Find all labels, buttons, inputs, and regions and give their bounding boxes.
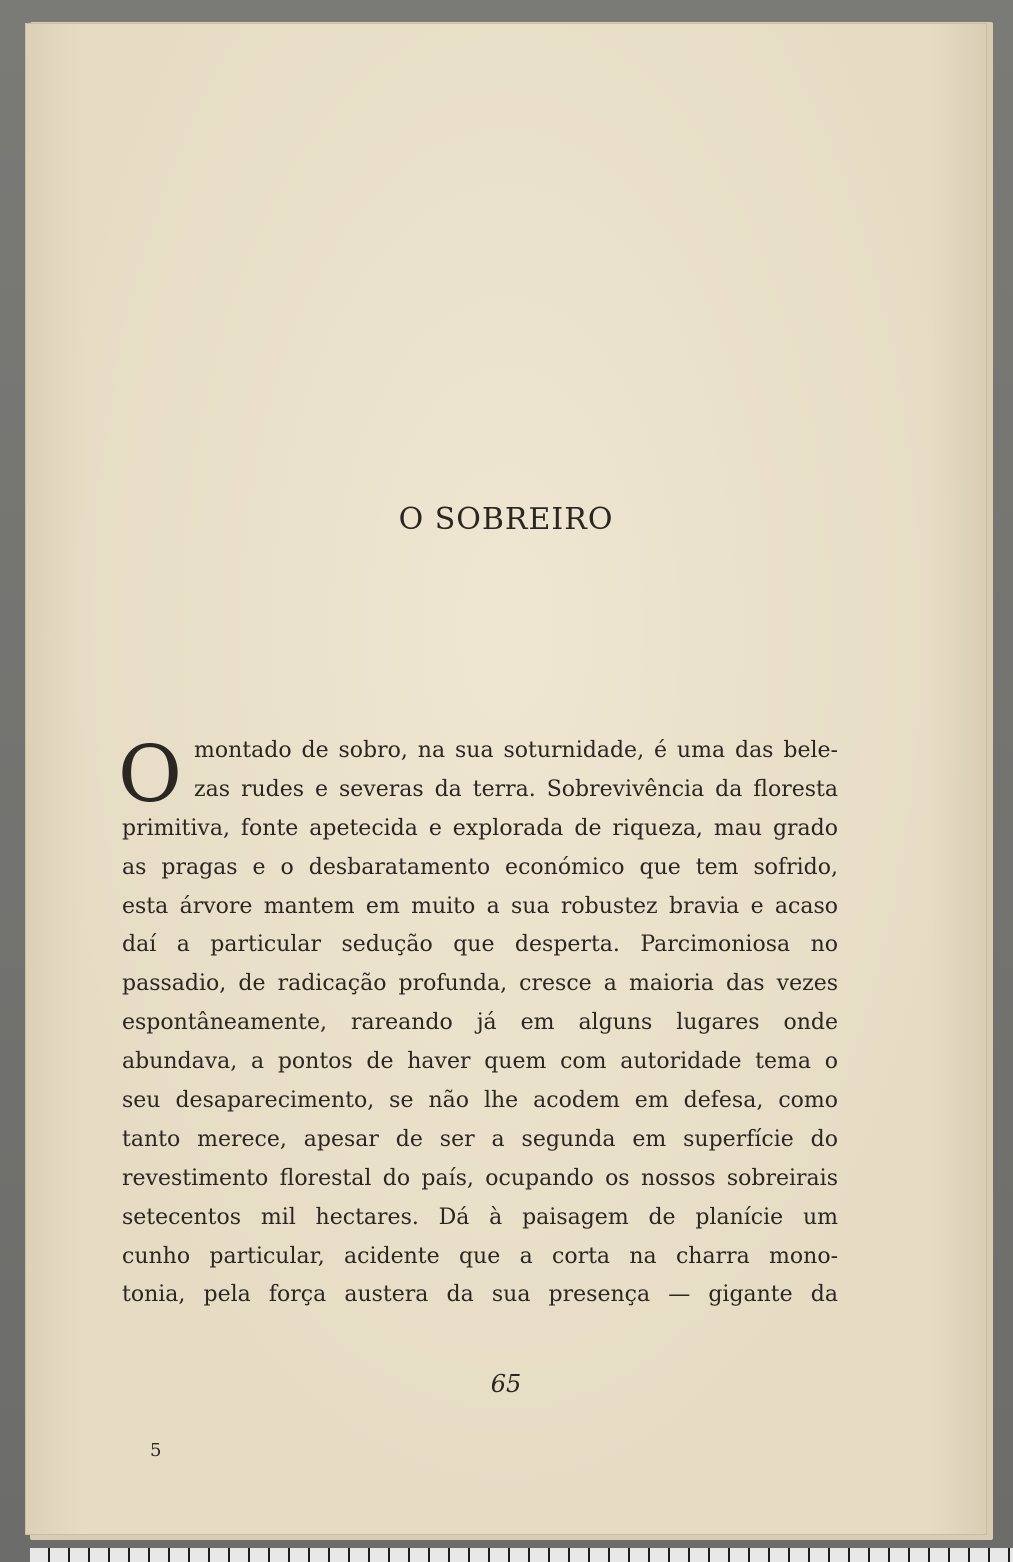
text-line: espontâneamente, rareando já em alguns lugares onde <box>122 1010 838 1036</box>
text-line: daí a particular sedução que desperta. Parcimoniosa no <box>122 932 838 958</box>
text-line: abundava, a pontos de haver quem com autoridade tema o <box>122 1049 838 1075</box>
text-line: esta árvore mantem em muito a sua robustez bravia e acaso <box>122 893 838 919</box>
text-line: revestimento florestal do país, ocupando os nossos sobreirais <box>122 1165 838 1191</box>
scale-ruler <box>30 1548 1013 1562</box>
body-paragraph <box>118 730 838 1315</box>
text-line: cunho particular, acidente que a corta na charra mono- <box>122 1243 838 1269</box>
text-line: seu desaparecimento, se não lhe acodem em defesa, como <box>122 1088 838 1114</box>
text-line: passadio, de radicação profunda, cresce a maioria das vezes <box>122 971 838 997</box>
text-line: montado de sobro, na sua soturnidade, é uma das bele- <box>194 738 838 763</box>
text-line: tonia, pela força austera da sua presença — gigante da <box>122 1282 838 1308</box>
text-line: tanto merece, apesar de ser a segunda em superfície do <box>122 1126 838 1152</box>
text-line: zas rudes e severas da terra. Sobrevivência da floresta <box>194 776 838 802</box>
chapter-title: O SOBREIRO <box>398 502 614 537</box>
text-line: as pragas e o desbaratamento económico que tem sofrido, <box>122 854 838 880</box>
text-line: setecentos mil hectares. Dá à paisagem de planície um <box>122 1204 838 1230</box>
drop-cap: O <box>118 730 182 820</box>
book-page <box>26 24 986 1534</box>
page-number: 65 <box>490 1370 522 1398</box>
signature-mark: 5 <box>150 1440 162 1461</box>
text-line: primitiva, fonte apetecida e explorada de riqueza, mau grado <box>122 815 838 841</box>
